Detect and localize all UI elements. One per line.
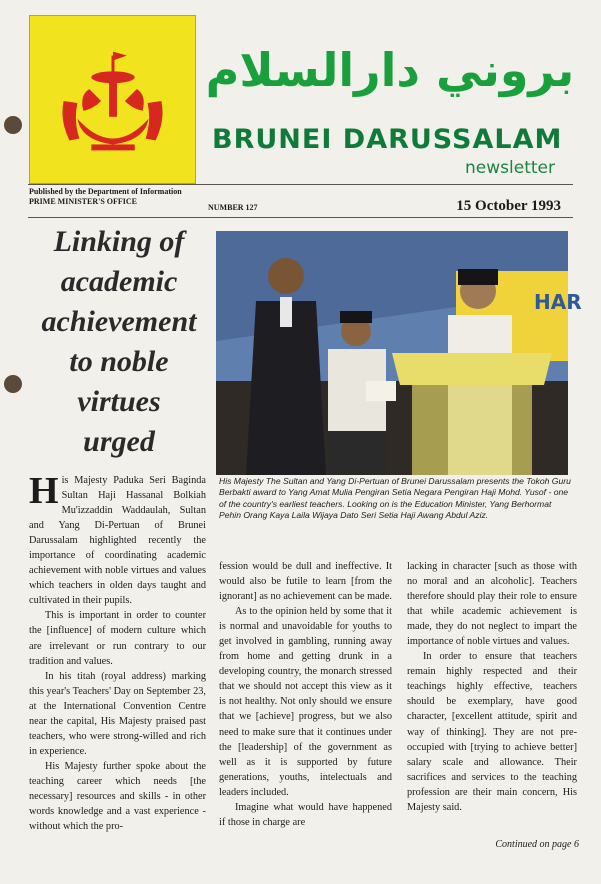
divider — [28, 184, 573, 185]
photo-caption: His Majesty The Sultan and Yang Di-Pertuan of Brunei Darussalam presents the Tokoh Guru Berbakti award to Yang Amat Mulia Pengiran Setia Negara Pengiran Haji Mohd. Yusof - one of the country's earliest teachers. Looking on is the Education Minister, Yang Berhormat Pehin Orang Kaya Laila Wijaya Dato Seri Setia Haji Awang Abdul Aziz. — [219, 476, 571, 520]
article-column-3 — [407, 559, 577, 815]
article-paragraph: His Majesty Paduka Seri Baginda Sultan Haji Hassanal Bolkiah Mu'izzaddin Waddaulah, Sultan and Yang Di-Pertuan of Brunei Darussalam highlighted recently the importance of coordinating academic achievement with noble virtues and values which teachers in olden days taught and cultivated in their pupils. — [29, 470, 206, 607]
brunei-crest-emblem — [29, 15, 196, 184]
article-column-1 — [29, 470, 206, 834]
publisher-office: PRIME MINISTER'S OFFICE — [29, 197, 138, 206]
issue-number: NUMBER 127 — [208, 203, 258, 212]
headline-line: urged — [83, 425, 155, 458]
article-column-2 — [219, 559, 392, 830]
binder-hole — [4, 116, 22, 134]
headline-line: virtues — [77, 385, 161, 418]
article-photo — [216, 231, 582, 475]
divider — [28, 217, 573, 218]
masthead-subtitle: newsletter — [465, 158, 555, 178]
banner-text: HAR — [534, 290, 582, 314]
article-paragraph: fession would be dull and ineffective. It would also be futile to learn [from the ignorant] as no achievement can be made. — [219, 561, 392, 603]
headline-line: to noble — [69, 345, 169, 378]
article-paragraph: As to the opinion held by some that it is normal and unavoidable for youths to get involved in gambling, running away from home and getting drunk in a developing country, the monarch stressed that we should not accept this view as it is not healthy. Not only should we ensure that we [achieve] progress, but we also need to make sure that it continues under the [leadership] of the government as well as it is supported by future generations, youths, intelectuals and leaders included. — [219, 606, 392, 798]
crest-icon — [30, 16, 195, 183]
article-paragraph: His Majesty further spoke about the teaching career which needs [the necessary] resources and skills - in other words knowledge and a vast experience - without which the pro- — [29, 760, 206, 833]
binder-hole — [4, 375, 22, 393]
headline-line: Linking of — [53, 225, 185, 258]
article-paragraph: lacking in character [such as those with no moral and an alcoholic]. Teachers therefore should play their role to ensure that while academic achievement is made, they do not neglect to impart the importance of noble virtues and values. — [407, 561, 577, 648]
publisher-info — [29, 187, 182, 207]
drop-cap: H — [29, 470, 59, 512]
article-paragraph: In order to ensure that teachers remain highly respected and their teachings highly effective, teachers should be exemplary, have good character, [excellent attitude, spirit and way of thinking]. They are not pre-occupied with [trying to achieve better] salary scale and allowance. Their sacrifices and services to the teaching profession are their main concern, His Majesty said. — [407, 651, 577, 813]
headline-line: academic — [60, 265, 178, 298]
article-paragraph: In his titah (royal address) marking this year's Teachers' Day on September 23, at the International Convention Centre near the capital, His Majesty praised past teachers, who were strong-willed and rich in experience. — [29, 670, 206, 757]
article-paragraph: This is important in order to counter the [influence] of modern culture which are irrelevant or run contrary to our tradition and values. — [29, 610, 206, 667]
continued-note: Continued on page 6 — [495, 839, 579, 850]
masthead-title: BRUNEI DARUSSALAM — [212, 124, 563, 155]
masthead-arabic-title: بروني دارالسلام — [205, 43, 575, 97]
article-paragraph: Imagine what would have happened if those in charge are — [219, 801, 392, 828]
headline-line: achievement — [41, 305, 197, 338]
issue-date: 15 October 1993 — [456, 198, 561, 214]
article-headline — [24, 222, 214, 462]
publisher-line: Published by the Department of Information — [29, 187, 182, 196]
